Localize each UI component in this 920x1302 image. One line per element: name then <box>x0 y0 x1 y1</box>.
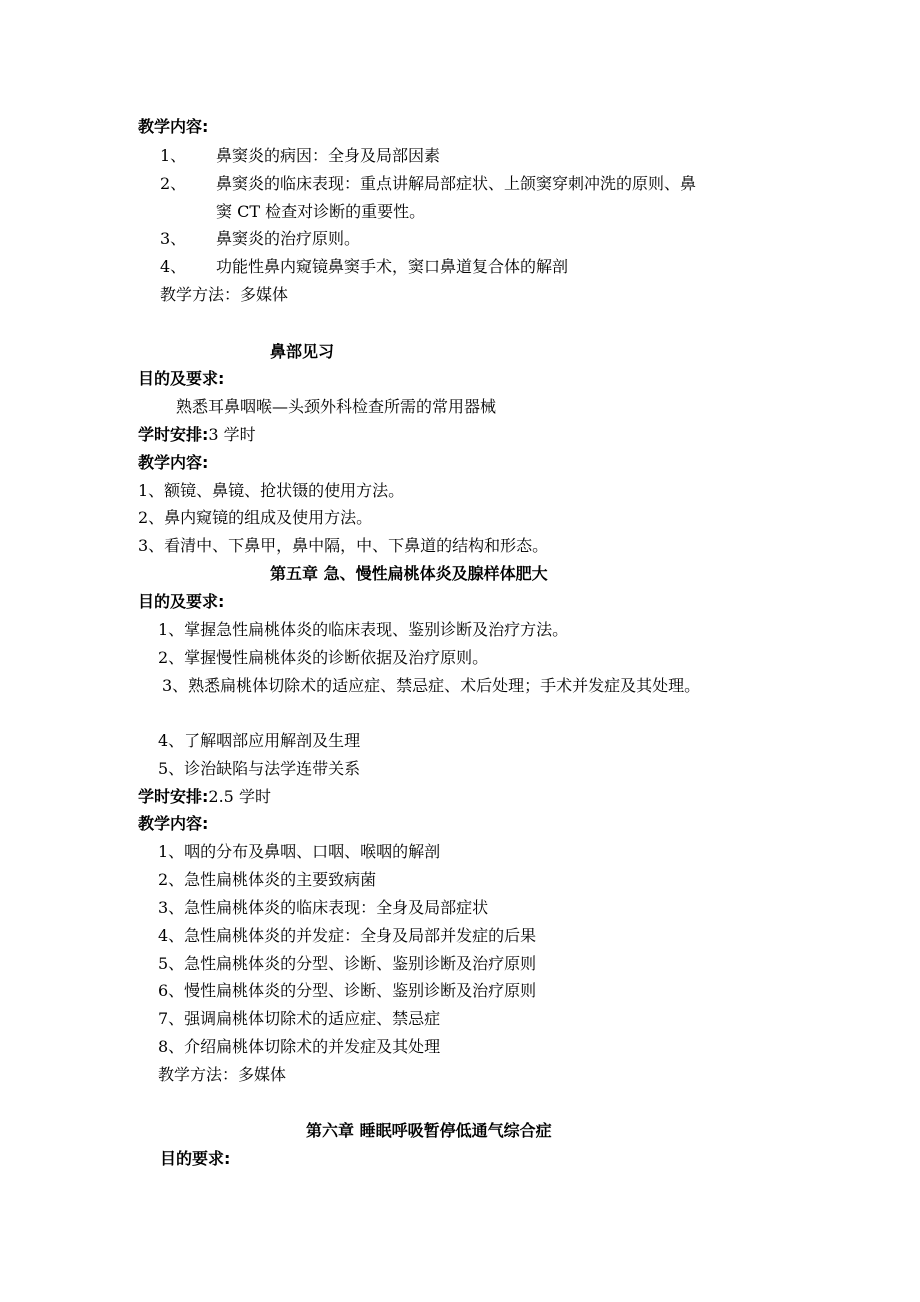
list-item <box>160 146 440 166</box>
teaching-method: 教学方法：多媒体 <box>160 285 289 304</box>
goal-item: 4、了解咽部应用解剖及生理 <box>158 731 361 750</box>
goal-label: 目的要求: <box>160 1149 231 1168</box>
list-item <box>160 257 568 277</box>
list-number: 2、 <box>160 174 187 193</box>
content-label: 教学内容: <box>138 814 209 833</box>
content-item: 1、咽的分布及鼻咽、口咽、喉咽的解剖 <box>158 842 441 861</box>
section-heading-content: 教学内容: <box>138 117 209 136</box>
goal-label: 目的及要求: <box>138 592 225 611</box>
list-number: 4、 <box>160 257 187 276</box>
list-item: 2、鼻内窥镜的组成及使用方法。 <box>138 508 373 527</box>
content-item: 5、急性扁桃体炎的分型、诊断、鉴别诊断及治疗原则 <box>158 954 537 973</box>
list-text: 鼻窦炎的病因：全身及局部因素 <box>216 146 441 165</box>
list-text: 鼻窦炎的临床表现：重点讲解局部症状、上颌窦穿刺冲洗的原则、鼻 <box>216 174 697 193</box>
goal-item: 3、熟悉扁桃体切除术的适应症、禁忌症、术后处理；手术并发症及其处理。 <box>162 676 701 695</box>
list-item: 1、额镜、鼻镜、抢状镊的使用方法。 <box>138 481 405 500</box>
list-number: 3、 <box>160 229 187 248</box>
content-item: 2、急性扁桃体炎的主要致病菌 <box>158 870 377 889</box>
content-item: 7、强调扁桃体切除术的适应症、禁忌症 <box>158 1009 441 1028</box>
content-item: 4、急性扁桃体炎的并发症：全身及局部并发症的后果 <box>158 926 537 945</box>
goal-item: 1、掌握急性扁桃体炎的临床表现、鉴别诊断及治疗方法。 <box>158 620 569 639</box>
goal-item: 5、诊治缺陷与法学连带关系 <box>158 759 361 778</box>
chapter-five-title: 第五章 急、慢性扁桃体炎及腺样体肥大 <box>270 564 548 583</box>
hours-line <box>138 787 271 807</box>
list-item-continuation: 窦 CT 检查对诊断的重要性。 <box>216 202 426 221</box>
goal-item: 2、掌握慢性扁桃体炎的诊断依据及治疗原则。 <box>158 648 489 667</box>
list-text: 功能性鼻内窥镜鼻窦手术，窦口鼻道复合体的解剖 <box>216 257 569 276</box>
list-text: 鼻窦炎的治疗原则。 <box>216 229 361 248</box>
goal-label: 目的及要求: <box>138 369 225 388</box>
hours-value: 2.5 学时 <box>208 787 271 806</box>
content-item: 3、急性扁桃体炎的临床表现：全身及局部症状 <box>158 898 489 917</box>
list-item <box>160 229 360 249</box>
goal-text: 熟悉耳鼻咽喉—头颈外科检查所需的常用器械 <box>176 397 497 416</box>
hours-label: 学时安排: <box>138 787 209 806</box>
list-item <box>160 174 696 194</box>
chapter-six-title: 第六章 睡眠呼吸暂停低通气综合症 <box>306 1121 552 1140</box>
content-item: 6、慢性扁桃体炎的分型、诊断、鉴别诊断及治疗原则 <box>158 981 537 1000</box>
hours-line <box>138 425 256 445</box>
content-label: 教学内容: <box>138 453 209 472</box>
teaching-method: 教学方法：多媒体 <box>158 1065 287 1084</box>
hours-label: 学时安排: <box>138 425 209 444</box>
hours-value: 3 学时 <box>208 425 256 444</box>
content-item: 8、介绍扁桃体切除术的并发症及其处理 <box>158 1037 441 1056</box>
section-title-nasal-practice: 鼻部见习 <box>270 342 335 361</box>
list-item: 3、看清中、下鼻甲，鼻中隔，中、下鼻道的结构和形态。 <box>138 536 549 555</box>
list-number: 1、 <box>160 146 187 165</box>
